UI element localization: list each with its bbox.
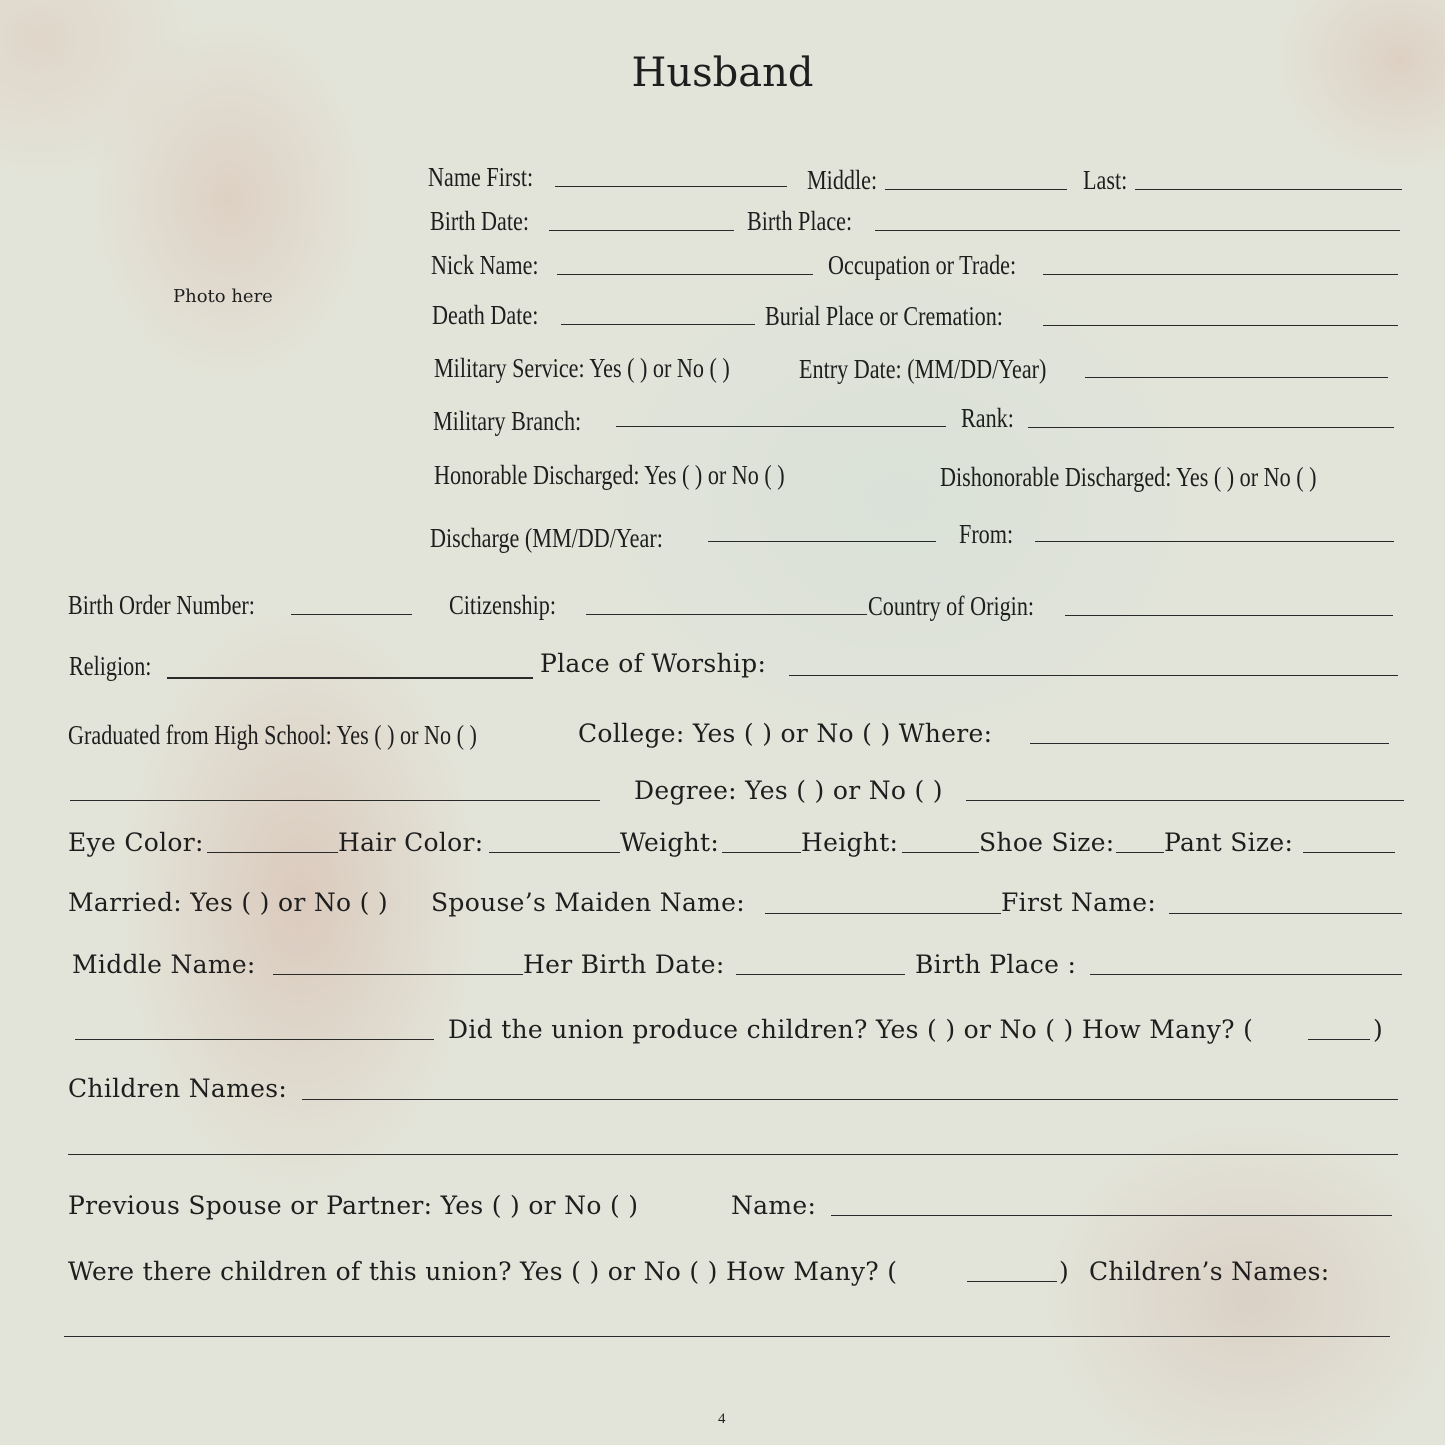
high-school-label[interactable]: Graduated from High School: Yes ( ) or No ( )	[68, 720, 477, 750]
birth-place-label: Birth Place:	[747, 206, 853, 236]
degree-field[interactable]	[966, 800, 1404, 801]
rank-field[interactable]	[1028, 427, 1394, 428]
death-date-label: Death Date:	[432, 300, 539, 330]
spouse-middle-name-field[interactable]	[273, 974, 523, 975]
union-children-label[interactable]: Did the union produce children? Yes ( ) or No ( ) How Many? (	[448, 1015, 1254, 1044]
photo-placeholder: Photo here	[173, 286, 273, 307]
previous-union-children-close: )	[1059, 1257, 1070, 1286]
death-date-field[interactable]	[561, 324, 755, 325]
page-title: Husband	[631, 50, 814, 96]
religion-field[interactable]	[167, 677, 533, 679]
last-name-field[interactable]	[1135, 189, 1402, 190]
height-label: Height:	[801, 828, 899, 857]
name-first-field[interactable]	[555, 186, 787, 187]
rank-label: Rank:	[961, 403, 1014, 433]
honorable-discharge-label[interactable]: Honorable Discharged: Yes ( ) or No ( )	[434, 460, 785, 490]
dishonorable-discharge-label[interactable]: Dishonorable Discharged: Yes ( ) or No ( )	[940, 462, 1317, 492]
college-label[interactable]: College: Yes ( ) or No ( ) Where:	[578, 719, 993, 748]
her-birth-date-label: Her Birth Date:	[523, 950, 725, 979]
previous-spouse-label[interactable]: Previous Spouse or Partner: Yes ( ) or No ( )	[68, 1191, 639, 1220]
union-children-count-field[interactable]	[1308, 1039, 1370, 1040]
her-birth-date-field[interactable]	[736, 974, 905, 975]
place-of-worship-label: Place of Worship:	[540, 649, 767, 678]
discharge-date-label: Discharge (MM/DD/Year:	[430, 523, 663, 553]
military-service-label[interactable]: Military Service: Yes ( ) or No ( )	[434, 353, 730, 383]
hair-color-field[interactable]	[489, 852, 620, 853]
citizenship-label: Citizenship:	[449, 590, 557, 620]
from-label: From:	[959, 519, 1014, 549]
hair-color-label: Hair Color:	[338, 828, 484, 857]
birth-place-field[interactable]	[875, 230, 1400, 231]
children-names-field[interactable]	[302, 1099, 1398, 1100]
where-continued-field[interactable]	[70, 800, 600, 801]
previous-children-names-label: Children’s Names:	[1089, 1257, 1330, 1286]
name-first-label: Name First:	[428, 162, 534, 192]
country-of-origin-field[interactable]	[1065, 615, 1393, 616]
height-field[interactable]	[902, 852, 979, 853]
previous-spouse-name-field[interactable]	[831, 1215, 1392, 1216]
nick-name-field[interactable]	[557, 274, 813, 275]
weight-field[interactable]	[722, 852, 801, 853]
married-label[interactable]: Married: Yes ( ) or No ( )	[68, 888, 388, 917]
pant-size-field[interactable]	[1303, 852, 1395, 853]
shoe-size-label: Shoe Size:	[979, 828, 1115, 857]
union-children-close: )	[1373, 1015, 1384, 1044]
college-where-field[interactable]	[1030, 743, 1389, 744]
children-names-label: Children Names:	[68, 1074, 288, 1103]
birth-date-field[interactable]	[549, 230, 734, 231]
spouse-birth-place-field[interactable]	[1090, 974, 1402, 975]
entry-date-field[interactable]	[1085, 377, 1388, 378]
degree-label[interactable]: Degree: Yes ( ) or No ( )	[634, 776, 943, 805]
spouse-maiden-name-label: Spouse’s Maiden Name:	[431, 888, 745, 917]
birth-order-label: Birth Order Number:	[68, 590, 255, 620]
middle-name-label: Middle:	[807, 165, 878, 195]
birth-place-continued-field[interactable]	[75, 1039, 434, 1040]
occupation-field[interactable]	[1043, 274, 1398, 275]
citizenship-field[interactable]	[586, 614, 867, 615]
eye-color-field[interactable]	[207, 852, 338, 853]
religion-label: Religion:	[69, 651, 152, 681]
middle-name-field[interactable]	[885, 189, 1067, 190]
weight-label: Weight:	[620, 828, 720, 857]
birth-date-label: Birth Date:	[430, 206, 530, 236]
previous-spouse-name-label: Name:	[731, 1191, 817, 1220]
page-number: 4	[718, 1411, 726, 1427]
spouse-birth-place-label: Birth Place :	[915, 950, 1077, 979]
shoe-size-field[interactable]	[1116, 852, 1164, 853]
military-branch-label: Military Branch:	[433, 406, 582, 436]
burial-place-field[interactable]	[1043, 325, 1398, 326]
place-of-worship-field[interactable]	[789, 675, 1398, 676]
pant-size-label: Pant Size:	[1164, 828, 1294, 857]
spouse-maiden-name-field[interactable]	[765, 913, 1001, 914]
burial-place-label: Burial Place or Cremation:	[765, 301, 1003, 331]
entry-date-label: Entry Date: (MM/DD/Year)	[799, 354, 1047, 384]
military-branch-field[interactable]	[616, 426, 946, 427]
country-of-origin-label: Country of Origin:	[868, 591, 1035, 621]
last-name-label: Last:	[1083, 165, 1128, 195]
nick-name-label: Nick Name:	[431, 250, 539, 280]
spouse-first-name-label: First Name:	[1001, 888, 1157, 917]
eye-color-label: Eye Color:	[68, 828, 204, 857]
discharge-date-field[interactable]	[708, 541, 936, 542]
previous-children-names-field[interactable]	[64, 1336, 1390, 1337]
children-names-continued-field[interactable]	[68, 1154, 1398, 1155]
birth-order-field[interactable]	[291, 614, 412, 615]
from-field[interactable]	[1035, 541, 1394, 542]
previous-union-children-label[interactable]: Were there children of this union? Yes ( ) or No ( ) How Many? (	[68, 1257, 898, 1286]
spouse-middle-name-label: Middle Name:	[72, 950, 256, 979]
previous-union-children-count-field[interactable]	[967, 1281, 1057, 1282]
spouse-first-name-field[interactable]	[1169, 913, 1402, 914]
occupation-label: Occupation or Trade:	[828, 250, 1017, 280]
